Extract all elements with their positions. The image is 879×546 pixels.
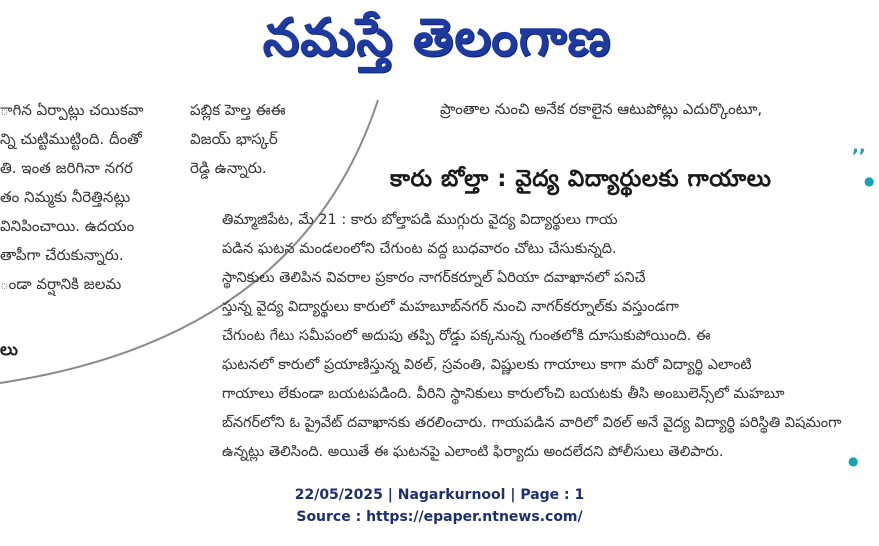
- left-column-line: తాపీగా చేరుకున్నారు.: [0, 246, 124, 264]
- left-column-line: ండా వర్షానికి జలమ: [0, 275, 122, 293]
- previous-article-tail: ప్రాంతాల నుంచి అనేక రకాలైన ఆటుపోట్లు ఎదుర్కొంటూ,: [440, 100, 763, 118]
- masthead-logo: నమస్తే తెలంగాణ: [262, 8, 612, 68]
- article-line: ఘటనలో కారులో ప్రయాణిస్తున్న విఠల్, స్రవంతి, విష్ణులకు గాయాలు కాగా మరో విద్యార్థి ఎలాంటి: [222, 357, 752, 373]
- edition-info: 22/05/2025 | Nagarkurnool | Page : 1: [294, 487, 585, 503]
- left-column-line: వినిపించాయి. ఉదయం: [0, 217, 135, 235]
- left-column-line: తి. ఇంత జరిగినా నగర: [0, 159, 133, 177]
- article-line: బ్‌నగర్‌లోని ఓ ప్రైవేట్ దవాఖానకు తరలించారు. గాయపడిన వారిలో విఠల్ అనే వైద్య విద్యార్థి పరిస్థితి విషమంగా: [222, 415, 842, 431]
- article-line: స్థానికులు తెలిపిన వివరాల ప్రకారం నాగర్‌కర్నూల్ ఏరియా దవాఖానలో పనిచే: [222, 270, 646, 286]
- left-column-text: [0, 96, 170, 360]
- newspaper-clipping: [0, 78, 879, 472]
- left-column-line: ాగిన ఏర్పాట్లు చయికవా: [0, 101, 144, 119]
- article-line: చేగుంట గేటు సమీపంలో అదుపు తప్పి రోడ్డు పక్కనున్న గుంతలోకి దూసుకుపోయింది. ఈ: [222, 328, 711, 344]
- left-column-subhead: లు: [0, 340, 18, 360]
- edge-dot-icon: ●: [848, 454, 859, 468]
- article-line: తిమ్మాజిపేట, మే 21 : కారు బోల్తాపడి ముగ్గురు వైద్య విద్యార్థులు గాయ: [222, 212, 618, 228]
- quote-mark-icon: ,,: [852, 136, 866, 157]
- edge-dot-icon: ●: [864, 174, 875, 188]
- mid-column-line: రెడ్డి ఉన్నారు.: [190, 159, 267, 177]
- source-link[interactable]: Source : https://epaper.ntnews.com/: [296, 509, 583, 525]
- article-line: పడిన ఘటన మండలంలోని చేగుంట వద్ద బుధవారం చోటు చేసుకున్నది.: [222, 241, 617, 257]
- mid-column-line: విజయ్ భాస్కర్: [190, 130, 278, 148]
- left-column-line: న్ని చుట్టిముట్టింది. దీంతో: [0, 130, 142, 148]
- left-column-line: తం నిమ్మకు నీరెత్తినట్లు: [0, 188, 131, 206]
- article-headline: కారు బోల్తా : వైద్య విద్యార్థులకు గాయాలు: [390, 166, 772, 192]
- source-footer: [0, 484, 879, 528]
- mid-column-text: [190, 96, 350, 183]
- article-body: [222, 206, 852, 467]
- mid-column-line: పబ్లిక హెల్త ఈఈ: [190, 101, 286, 119]
- article-line: ఉన్నట్లు తెలిసింది. అయితే ఈ ఘటనపై ఎలాంటి ఫిర్యాదు అందలేదని పోలీసులు తెలిపారు.: [222, 444, 724, 460]
- article-line: గాయాలు లేకుండా బయటపడింది. వీరిని స్థానికులు కారులోంచి బయటకు తీసి అంబులెన్స్‌లో మహబూ: [222, 386, 785, 402]
- masthead: [0, 0, 879, 76]
- article-line: స్తున్న వైద్య విద్యార్థులు కారులో మహబూబ్‌నగర్ నుంచి నాగర్‌కర్నూల్‌కు వస్తుండగా: [222, 299, 679, 315]
